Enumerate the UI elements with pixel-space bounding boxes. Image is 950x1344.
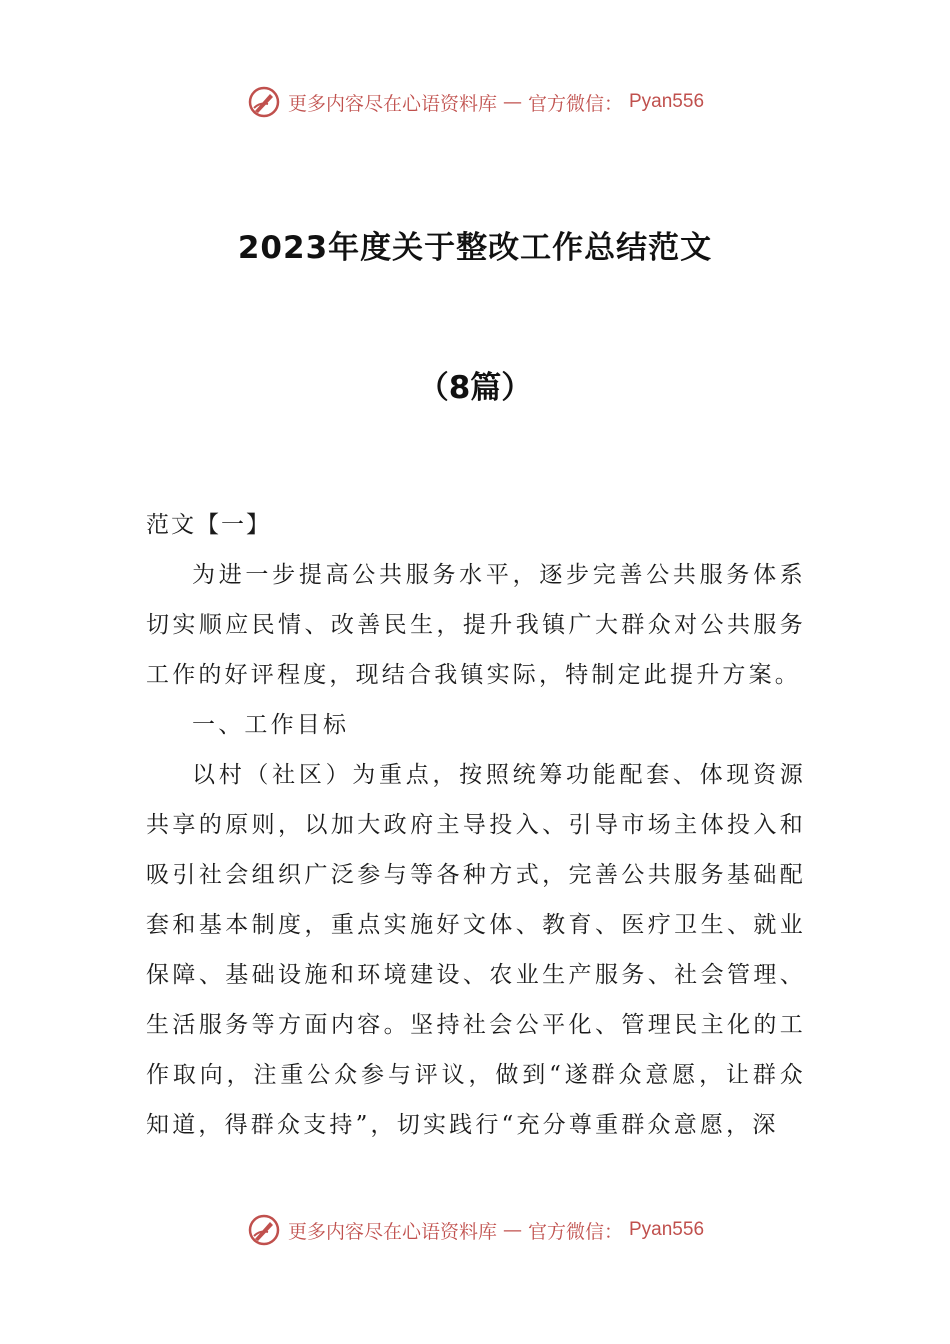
header-banner [0, 82, 950, 122]
banner-wechat-label: 官方微信： [527, 92, 623, 115]
banner-wechat-label: 官方微信： [527, 1220, 623, 1243]
pen-nib-logo-icon [246, 1212, 282, 1248]
document-body [146, 500, 806, 1150]
document-title: 2023年度关于整改工作总结范文 [237, 230, 713, 266]
paragraph-intro: 为进一步提高公共服务水平，逐步完善公共服务体系切实顺应民情、改善民生，提升我镇广大群众对公共服务工作的好评程度，现结合我镇实际，特制定此提升方案。 [146, 562, 806, 688]
document-subtitle: （8篇） [417, 370, 533, 406]
paragraph-goals: 以村（社区）为重点，按照统筹功能配套、体现资源共享的原则，以加大政府主导投入、引导市场主体投入和吸引社会组织广泛参与等各种方式，完善公共服务基础配套和基本制度，重点实施好文体、教育、医疗卫生、就业保障、基础设施和环境建设、农业生产服务、社会管理、生活服务等方面内容。坚持社会公平化、管理民主化的工作取向，注重公众参与评议，做到“遂群众意愿，让群众知道，得群众支持”，切实践行“充分尊重群众意愿，深 [146, 762, 806, 1138]
banner-wechat-id: Pyan556 [629, 1219, 705, 1240]
section-label: 范文【一】 [146, 512, 271, 538]
banner-dash: — [502, 1219, 522, 1241]
banner-site-text: 更多内容尽在心语资料库 [287, 92, 497, 115]
heading-work-goals: 一、工作目标 [192, 712, 350, 738]
banner-site-text: 更多内容尽在心语资料库 [287, 1220, 497, 1243]
footer-banner [0, 1210, 950, 1250]
banner-dash: — [502, 91, 522, 113]
banner-wechat-id: Pyan556 [629, 91, 705, 112]
pen-nib-logo-icon [246, 84, 282, 120]
